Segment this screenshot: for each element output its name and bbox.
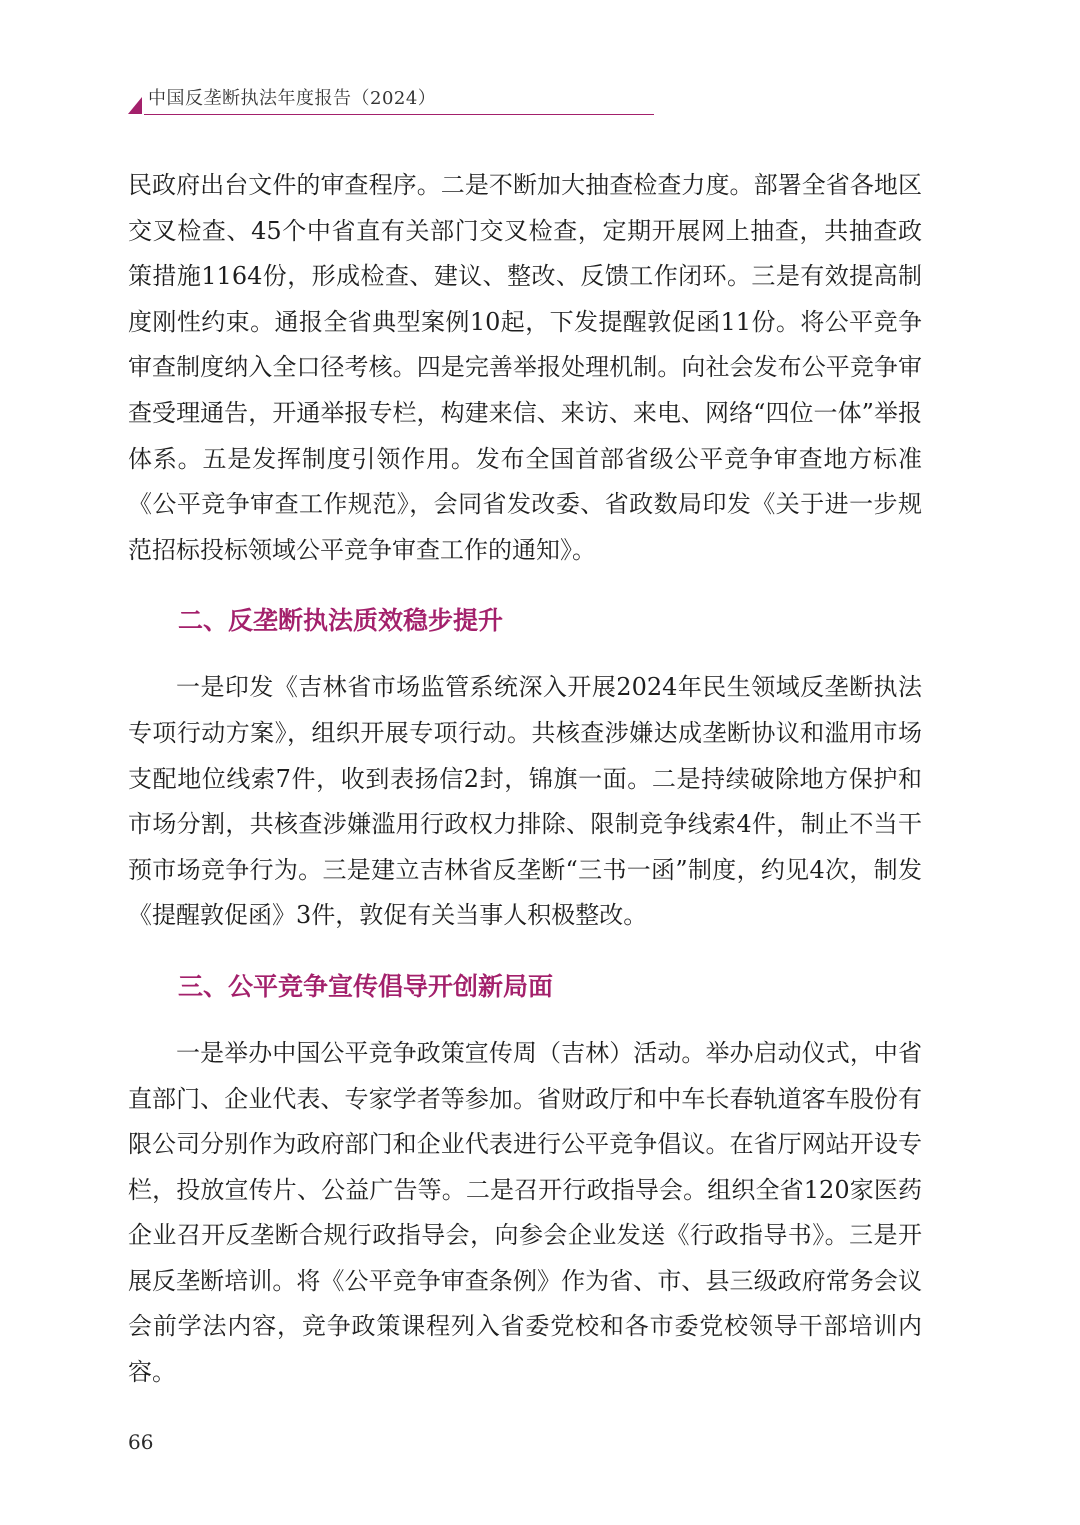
paragraph-continuation: 民政府出台文件的审查程序。二是不断加大抽查检查力度。部署全省各地区交叉检查、45个中省直有关部门交叉检查，定期开展网上抽查，共抽查政策措施1164份，形成检查、建议、整改、反馈工作闭环。三是有效提高制度刚性约束。通报全省典型案例10起，下发提醒敦促函11份。将公平竞争审查制度纳入全口径考核。四是完善举报处理机制。向社会发布公平竞争审查受理通告，开通举报专栏，构建来信、来访、来电、网络“四位一体”举报体系。五是发挥制度引领作用。发布全国首部省级公平竞争审查地方标准《公平竞争审查工作规范》，会同省发改委、省政数局印发《关于进一步规范招标投标领域公平竞争审查工作的通知》。 xyxy=(128,171,922,564)
page-number: 66 xyxy=(128,1430,154,1454)
section-heading-2: 二、反垄断执法质效稳步提升 xyxy=(178,606,504,636)
section-heading-3: 三、公平竞争宣传倡导开创新局面 xyxy=(178,971,554,1001)
paragraph-antimonopoly-enforcement: 一是印发《吉林省市场监管系统深入开展2024年民生领域反垄断执法专项行动方案》，组织开展专项行动。共核查涉嫌达成垄断协议和滥用市场支配地位线索7件，收到表扬信2封，锦旗一面。二是持续破除地方保护和市场分割，共核查涉嫌滥用行政权力排除、限制竞争线索4件，制止不当干预市场竞争行为。三是建立吉林省反垄断“三书一函”制度，约见4次，制发《提醒敦促函》3件，敦促有关当事人积极整改。 xyxy=(128,673,922,930)
running-header xyxy=(128,86,656,118)
page-body xyxy=(128,163,922,1396)
paragraph-fair-competition-advocacy: 一是举办中国公平竞争政策宣传周（吉林）活动。举办启动仪式，中省直部门、企业代表、专家学者等参加。省财政厅和中车长春轨道客车股份有限公司分别作为政府部门和企业代表进行公平竞争倡议。在省厅网站开设专栏，投放宣传片、公益广告等。二是召开行政指导会。组织全省120家医药企业召开反垄断合规行政指导会，向参会企业发送《行政指导书》。三是开展反垄断培训。将《公平竞争审查条例》作为省、市、县三级政府常务会议会前学法内容，竞争政策课程列入省委党校和各市委党校领导干部培训内容。 xyxy=(128,1038,922,1387)
header-triangle-mark xyxy=(128,97,142,114)
header-title: 中国反垄断执法年度报告（2024） xyxy=(148,88,437,109)
header-rule xyxy=(144,114,654,115)
